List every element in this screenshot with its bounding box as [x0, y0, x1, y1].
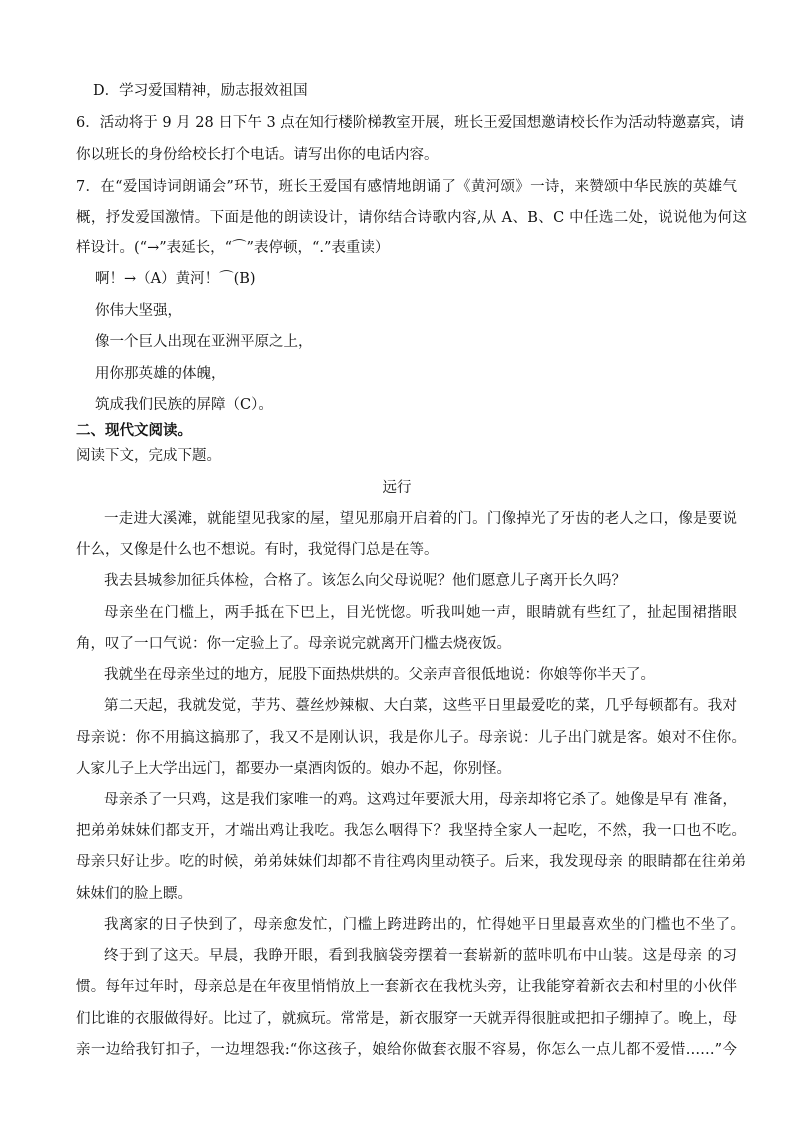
section-instruction: 阅读下文，完成下题。: [76, 448, 221, 464]
passage-title: 远行: [382, 480, 412, 496]
passage-line: 一走进大溪滩，就能望见我家的屋，望见那扇开启着的门。门像掉光了牙齿的老人之口，像是要说: [104, 511, 737, 527]
option-d: D．学习爱国精神，励志报效祖国: [93, 83, 308, 99]
passage-line: 什么，又像是什么也不想说。有时，我觉得门总是在等。: [76, 542, 439, 558]
passage-line: 第二天起，我就发觉，芋艿、薹丝炒辣椒、大白菜，这些平日里最爱吃的菜，几乎每顿都有。我对: [104, 698, 737, 714]
question-7-line-3: 样设计。(“→”表延长，“⌒”表停顿，“.”表重读）: [76, 240, 390, 256]
passage-line: 们比谁的衣服做得好。比过了，就疯玩。常常是，新衣服穿一天就弄得很脏或把扣子绷掉了。晚上，母: [76, 1011, 737, 1027]
passage-line: 人家儿子上大学出远门，都要办一桌酒肉饭的。娘办不起，你别怪。: [76, 761, 511, 777]
passage-line: 亲一边给我钉扣子，一边埋怨我:“你这孩子，娘给你做套衣服不容易，你怎么一点儿都不爱惜……”今: [76, 1042, 737, 1058]
poem-line-3: 像一个巨人出现在亚洲平原之上，: [95, 334, 313, 350]
passage-line: 把弟弟妹妹们都支开，才端出鸡让我吃。我怎么咽得下？我坚持全家人一起吃，不然，我一口也不吃。: [76, 823, 746, 839]
passage-line: 我离家的日子快到了，母亲愈发忙，门槛上跨进跨出的，忙得她平日里最喜欢坐的门槛也不坐了。: [104, 917, 745, 933]
question-6-line-2: 你以班长的身份给校长打个电话。请写出你的电话内容。: [76, 147, 439, 163]
poem-line-1: 啊！→（A）黄河！⌒(B): [95, 271, 256, 287]
passage-line: 惯。每年过年时，母亲总是在年夜里悄悄放上一套新衣在我枕头旁，让我能穿着新衣去和村里的小伙伴: [76, 979, 737, 995]
passage-line: 母亲坐在门槛上，两手抵在下巴上，目光恍惚。听我叫她一声，眼睛就有些红了，扯起围裙揩眼: [104, 605, 737, 621]
passage-line: 终于到了这天。早晨，我睁开眼，看到我脑袋旁摆着一套崭新的蓝咔叽布中山装。这是母亲 的习: [104, 948, 737, 964]
poem-line-4: 用你那英雄的体魄，: [95, 366, 226, 382]
poem-line-2: 你伟大坚强，: [95, 303, 182, 319]
passage-line: 妹妹们的脸上瞟。: [76, 886, 192, 902]
poem-line-5: 筑成我们民族的屏障（C）。: [95, 397, 273, 413]
passage-line: 我去县城参加征兵体检，合格了。该怎么向父母说呢？他们愿意儿子离开长久吗？: [104, 573, 626, 589]
section-heading: 二、现代文阅读。: [76, 423, 192, 439]
passage-line: 母亲杀了一只鸡，这是我们家唯一的鸡。这鸡过年要派大用，母亲却将它杀了。她像是早有 准备，: [104, 792, 737, 808]
passage-line: 母亲说：你不用搞这搞那了，我又不是刚认识，我是你儿子。母亲说：儿子出门就是客。娘对不住你。: [76, 730, 746, 746]
question-6-line-1: 6．活动将于 9 月 28 日下午 3 点在知行楼阶梯教室开展，班长王爱国想邀请校长作为活动特邀嘉宾，请: [76, 115, 745, 131]
question-7-line-1: 7．在“爱国诗词朗诵会”环节，班长王爱国有感情地朗诵了《黄河颂》一诗，来赞颂中华民族的英雄气: [76, 179, 737, 195]
passage-line: 角，叹了一口气说：你一定验上了。母亲说完就离开门槛去烧夜饭。: [76, 636, 511, 652]
question-7-line-2: 概，抒发爱国激情。下面是他的朗读设计，请你结合诗歌内容,从 A、B、C 中任选二处，说说他为何这: [76, 210, 747, 226]
passage-line: 母亲只好让步。吃的时候，弟弟妹妹们却都不肯往鸡肉里动筷子。后来，我发现母亲 的眼睛都在往弟弟: [76, 854, 746, 870]
passage-line: 我就坐在母亲坐过的地方，屁股下面热烘烘的。父亲声音很低地说：你娘等你半天了。: [104, 667, 655, 683]
